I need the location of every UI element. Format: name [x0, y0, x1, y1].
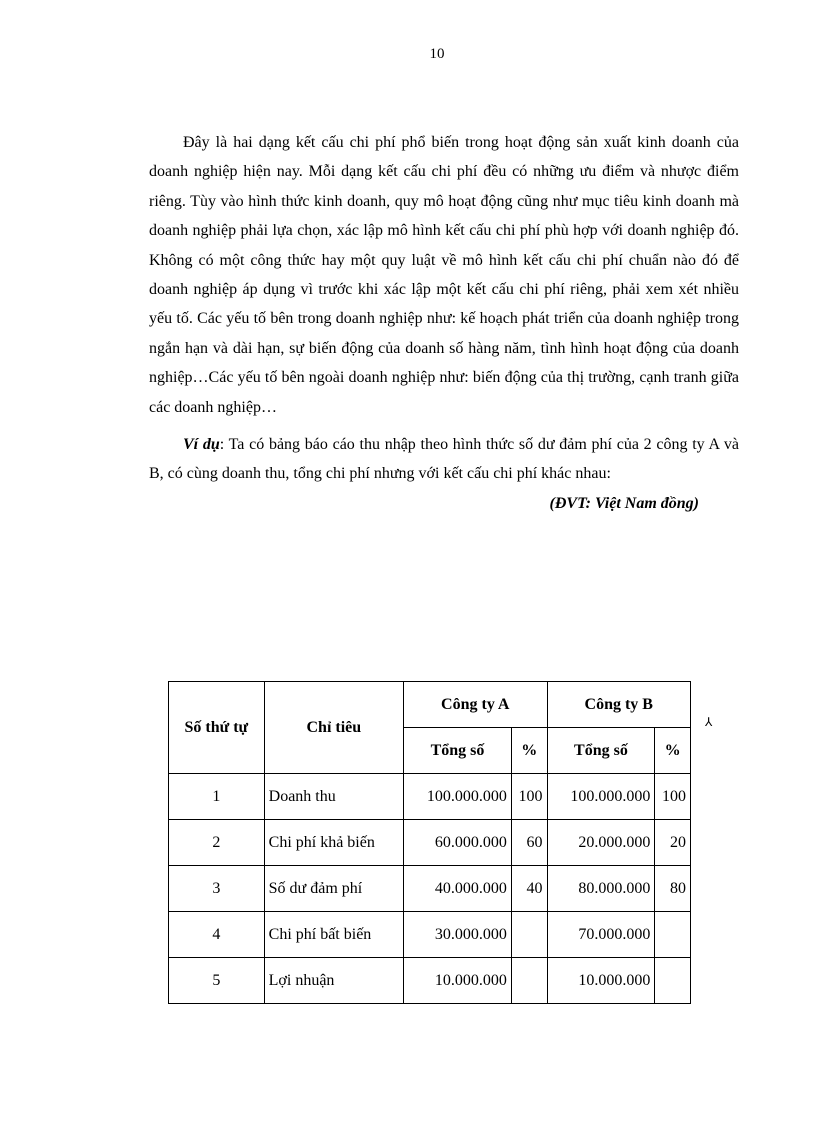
cell-stt: 4 [169, 912, 265, 958]
cell-a-total: 100.000.000 [404, 774, 512, 820]
cell-b-percent [655, 912, 691, 958]
cell-a-percent: 60 [511, 820, 547, 866]
paragraph-example [149, 430, 739, 518]
header-a-percent: % [511, 728, 547, 774]
cell-indicator: Chi phí khả biến [264, 820, 403, 866]
cell-stt: 2 [169, 820, 265, 866]
cell-b-percent: 80 [655, 866, 691, 912]
table-row [169, 820, 691, 866]
example-text: : Ta có bảng báo cáo thu nhập theo hình thức số dư đảm phí của 2 công ty A và B, có cùng doanh thu, tổng chi phí nhưng với kết cấu chi phí khác nhau: [149, 436, 739, 483]
cell-b-total: 100.000.000 [547, 774, 655, 820]
page-number: 10 [429, 46, 445, 62]
cell-b-total: 70.000.000 [547, 912, 655, 958]
header-indicator: Chỉ tiêu [264, 682, 403, 774]
cell-a-percent: 40 [511, 866, 547, 912]
cell-a-percent: 100 [511, 774, 547, 820]
cell-a-percent [511, 958, 547, 1004]
anchor-mark-icon: ⅄ [705, 715, 713, 729]
cell-b-percent [655, 958, 691, 1004]
cell-stt: 5 [169, 958, 265, 1004]
cell-a-total: 10.000.000 [404, 958, 512, 1004]
header-stt: Số thứ tự [169, 682, 265, 774]
cell-a-percent [511, 912, 547, 958]
table-row [169, 958, 691, 1004]
paragraph-cost-structure: Đây là hai dạng kết cấu chi phí phổ biến trong hoạt động sản xuất kinh doanh của doanh nghiệp hiện nay. Mỗi dạng kết cấu chi phí đều có những ưu điểm và nhược điểm riêng. Tùy vào hình thức kinh doanh, quy mô hoạt động cũng như mục tiêu kinh doanh mà doanh nghiệp phải lựa chọn, xác lập mô hình kết cấu chi phí phù hợp với doanh nghiệp đó. Không có một công thức hay một quy luật về mô hình kết cấu chi phí chuẩn nào đó để doanh nghiệp áp dụng vì trước khi xác lập một kết cấu chi phí riêng, phải xem xét nhiều yếu tố. Các yếu tố bên trong doanh nghiệp như: kế hoạch phát triển của doanh nghiệp trong ngắn hạn và dài hạn, sự biến động của doanh số hàng năm, tình hình hoạt động của doanh nghiệp…Các yếu tố bên ngoài doanh nghiệp như: biến động của thị trường, cạnh tranh giữa các doanh nghiệp… [149, 134, 739, 416]
cell-indicator: Chi phí bất biến [264, 912, 403, 958]
cell-indicator: Số dư đảm phí [264, 866, 403, 912]
unit-note: (ĐVT: Việt Nam đồng) [549, 494, 699, 512]
cell-a-total: 40.000.000 [404, 866, 512, 912]
header-company-b: Công ty B [547, 682, 691, 728]
cell-a-total: 60.000.000 [404, 820, 512, 866]
table-header-row [169, 682, 691, 728]
cell-a-total: 30.000.000 [404, 912, 512, 958]
table-row [169, 912, 691, 958]
cell-indicator: Doanh thu [264, 774, 403, 820]
body-text [149, 128, 739, 518]
cell-b-total: 10.000.000 [547, 958, 655, 1004]
cell-indicator: Lợi nhuận [264, 958, 403, 1004]
header-company-a: Công ty A [404, 682, 547, 728]
example-label: Ví dụ [183, 436, 220, 454]
header-b-percent: % [655, 728, 691, 774]
cell-b-percent: 100 [655, 774, 691, 820]
cell-b-total: 80.000.000 [547, 866, 655, 912]
cell-stt: 3 [169, 866, 265, 912]
cell-b-total: 20.000.000 [547, 820, 655, 866]
cell-stt: 1 [169, 774, 265, 820]
income-statement-table [168, 681, 691, 1004]
header-b-total: Tổng số [547, 728, 655, 774]
table-row [169, 866, 691, 912]
table-row [169, 774, 691, 820]
cell-b-percent: 20 [655, 820, 691, 866]
header-a-total: Tổng số [404, 728, 512, 774]
